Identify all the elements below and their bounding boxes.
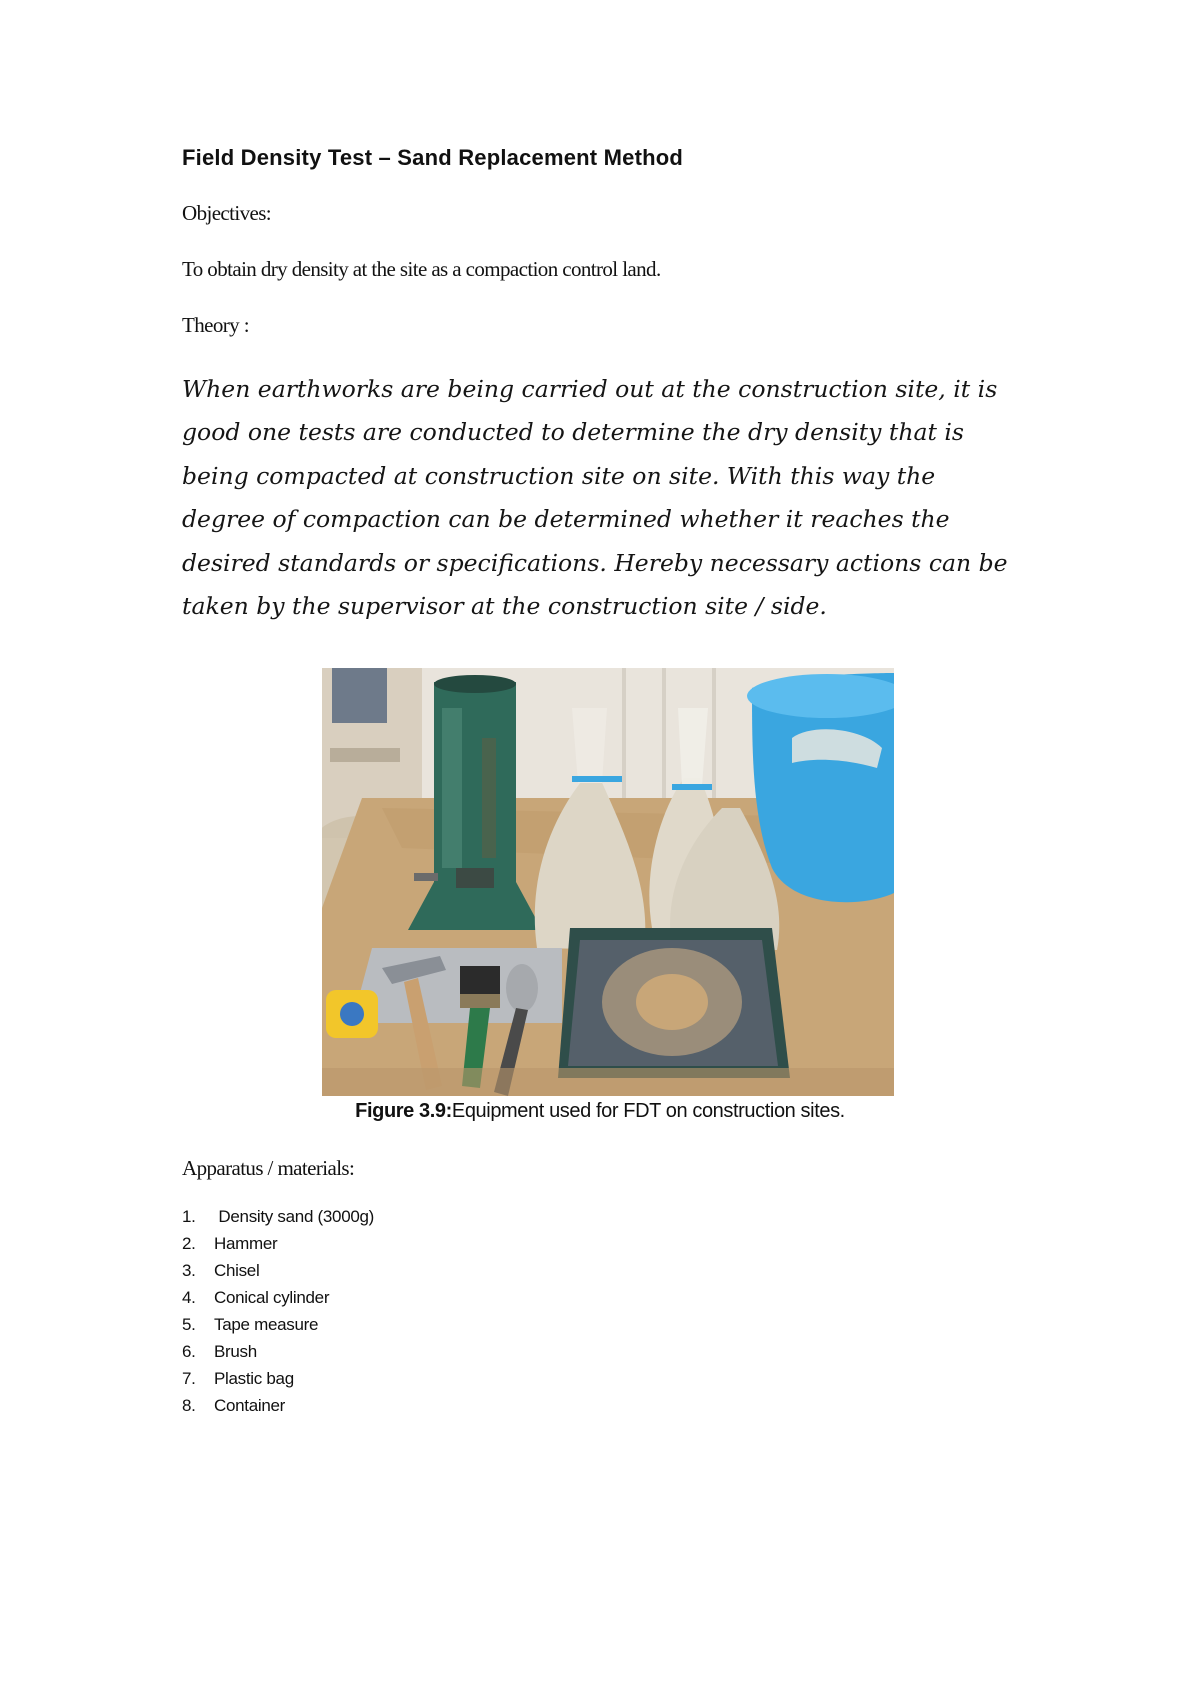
list-item-number: 1. xyxy=(182,1207,196,1226)
list-item-number: 7. xyxy=(182,1369,196,1388)
list-item xyxy=(182,1338,374,1365)
equipment-photo xyxy=(322,668,894,1096)
document-title: Field Density Test – Sand Replacement Method xyxy=(182,145,684,170)
theory-paragraph: When earthworks are being carried out at the construction site, it is good one tests are conducted to determine the dry density that is being compacted at construction site on site. With this way the degree of compaction can be determined whether it reaches the desired standards or specifications. Hereby necessary actions can be taken by the supervisor at the construction site / side. xyxy=(182,375,1008,621)
list-item-text: Container xyxy=(214,1396,286,1415)
list-item xyxy=(182,1311,374,1338)
list-item-number: 2. xyxy=(182,1234,196,1253)
list-item-text: Brush xyxy=(214,1342,257,1361)
list-item xyxy=(182,1365,374,1392)
list-item xyxy=(182,1257,374,1284)
theory-label: Theory : xyxy=(182,313,249,337)
list-item-text: Chisel xyxy=(214,1261,260,1280)
list-item xyxy=(182,1392,374,1419)
objectives-text: To obtain dry density at the site as a compaction control land. xyxy=(182,257,661,281)
list-item-number: 3. xyxy=(182,1261,196,1280)
list-item xyxy=(182,1230,374,1257)
apparatus-list xyxy=(182,1203,374,1419)
list-item-number: 8. xyxy=(182,1396,196,1415)
list-item-text: Density sand (3000g) xyxy=(214,1207,375,1226)
list-item-text: Hammer xyxy=(214,1234,278,1253)
list-item-number: 6. xyxy=(182,1342,196,1361)
objectives-label: Objectives: xyxy=(182,201,272,225)
list-item-number: 5. xyxy=(182,1315,196,1334)
figure-label: Figure 3.9: xyxy=(355,1100,452,1122)
list-item-text: Conical cylinder xyxy=(214,1288,330,1307)
list-item xyxy=(182,1284,374,1311)
apparatus-label: Apparatus / materials: xyxy=(182,1156,355,1180)
list-item-text: Plastic bag xyxy=(214,1369,294,1388)
list-item-number: 4. xyxy=(182,1288,196,1307)
figure-caption-text: Equipment used for FDT on construction sites. xyxy=(451,1100,845,1122)
figure-caption xyxy=(0,1100,1200,1123)
list-item-text: Tape measure xyxy=(214,1315,319,1334)
list-item xyxy=(182,1203,374,1230)
